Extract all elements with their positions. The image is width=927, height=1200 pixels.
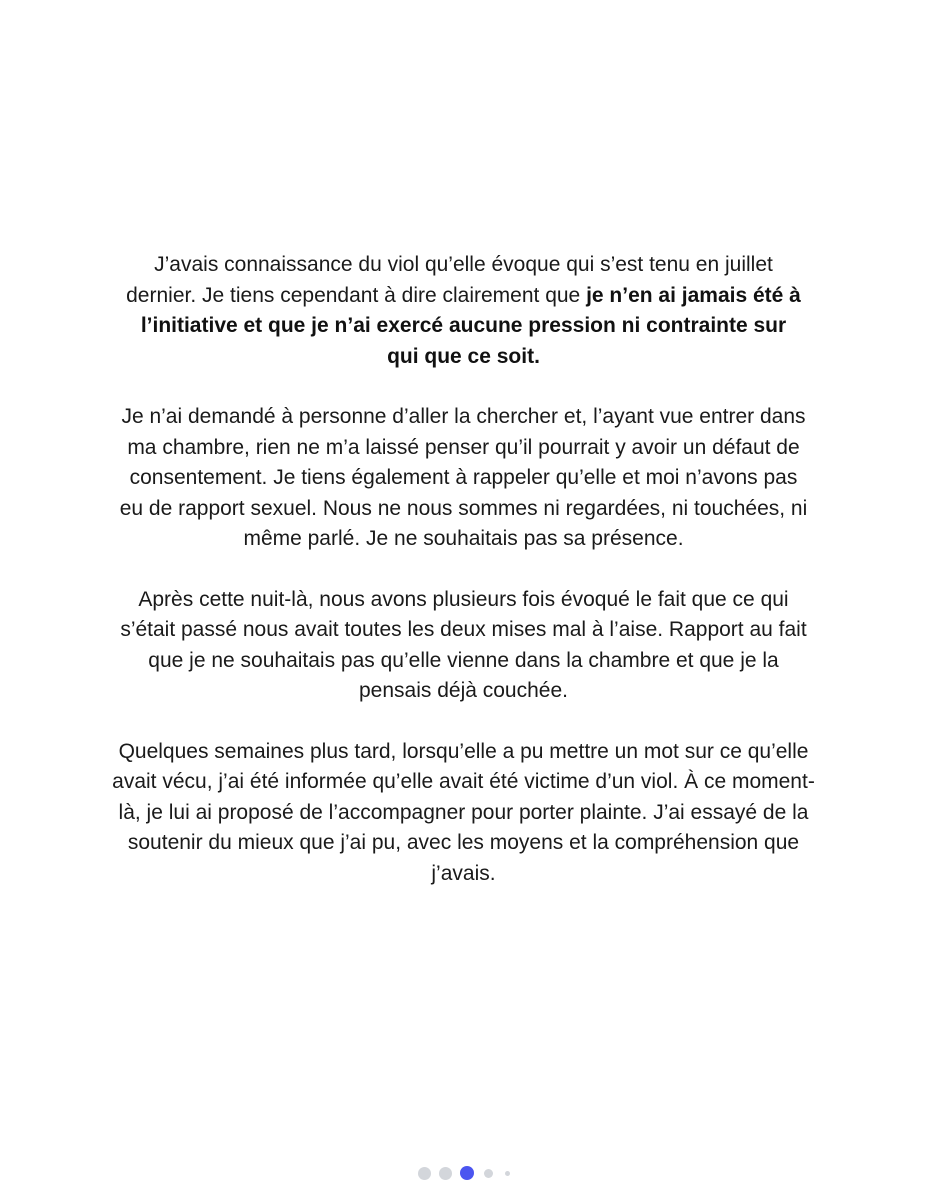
page-dot-2[interactable] xyxy=(439,1167,452,1180)
page-dot-5[interactable] xyxy=(505,1171,510,1176)
paragraph-1 xyxy=(124,250,804,372)
paragraph-2: Je n’ai demandé à personne d’aller la chercher et, l’ayant vue entrer dans ma chambre, rien ne m’a laissé penser qu’il pourrait y avoir un défaut de consentement. Je tiens également à rappeler qu’elle et moi n’avons pas eu de rapport sexuel. Nous ne nous sommes ni regardées, ni touchées, ni même parlé. Je ne souhaitais pas sa présence. xyxy=(119,405,808,550)
paragraph-3: Après cette nuit-là, nous avons plusieurs fois évoqué le fait que ce qui s’était passé nous avait toutes les deux mises mal à l’aise. Rapport au fait que je ne souhaitais pas qu’elle vienne dans la chambre et que je la pensais déjà couchée. xyxy=(120,587,807,702)
statement-body xyxy=(0,250,927,919)
page-dot-4[interactable] xyxy=(484,1169,493,1178)
paragraph-4: Quelques semaines plus tard, lorsqu’elle a pu mettre un mot sur ce qu’elle avait vécu, j’ai été informée qu’elle avait été victime d’un viol. À ce moment-là, je lui ai proposé de l’accompagner pour porter plainte. J’ai essayé de la soutenir du mieux que j’ai pu, avec les moyens et la compréhension que j’avais. xyxy=(112,739,815,885)
page-dot-1[interactable] xyxy=(418,1167,431,1180)
carousel-pagination xyxy=(0,1166,927,1180)
paragraph-1-regular: J’avais connaissance du viol qu’elle évoque qui s’est tenu en juillet dernier. Je tiens cependant à dire clairement que xyxy=(126,253,773,307)
paragraph-1-bold: je n’en ai jamais été à l’initiative et que je n’ai exercé aucune pression ni contrainte sur qui que ce soit. xyxy=(140,283,801,368)
page-dot-3-active[interactable] xyxy=(460,1166,474,1180)
